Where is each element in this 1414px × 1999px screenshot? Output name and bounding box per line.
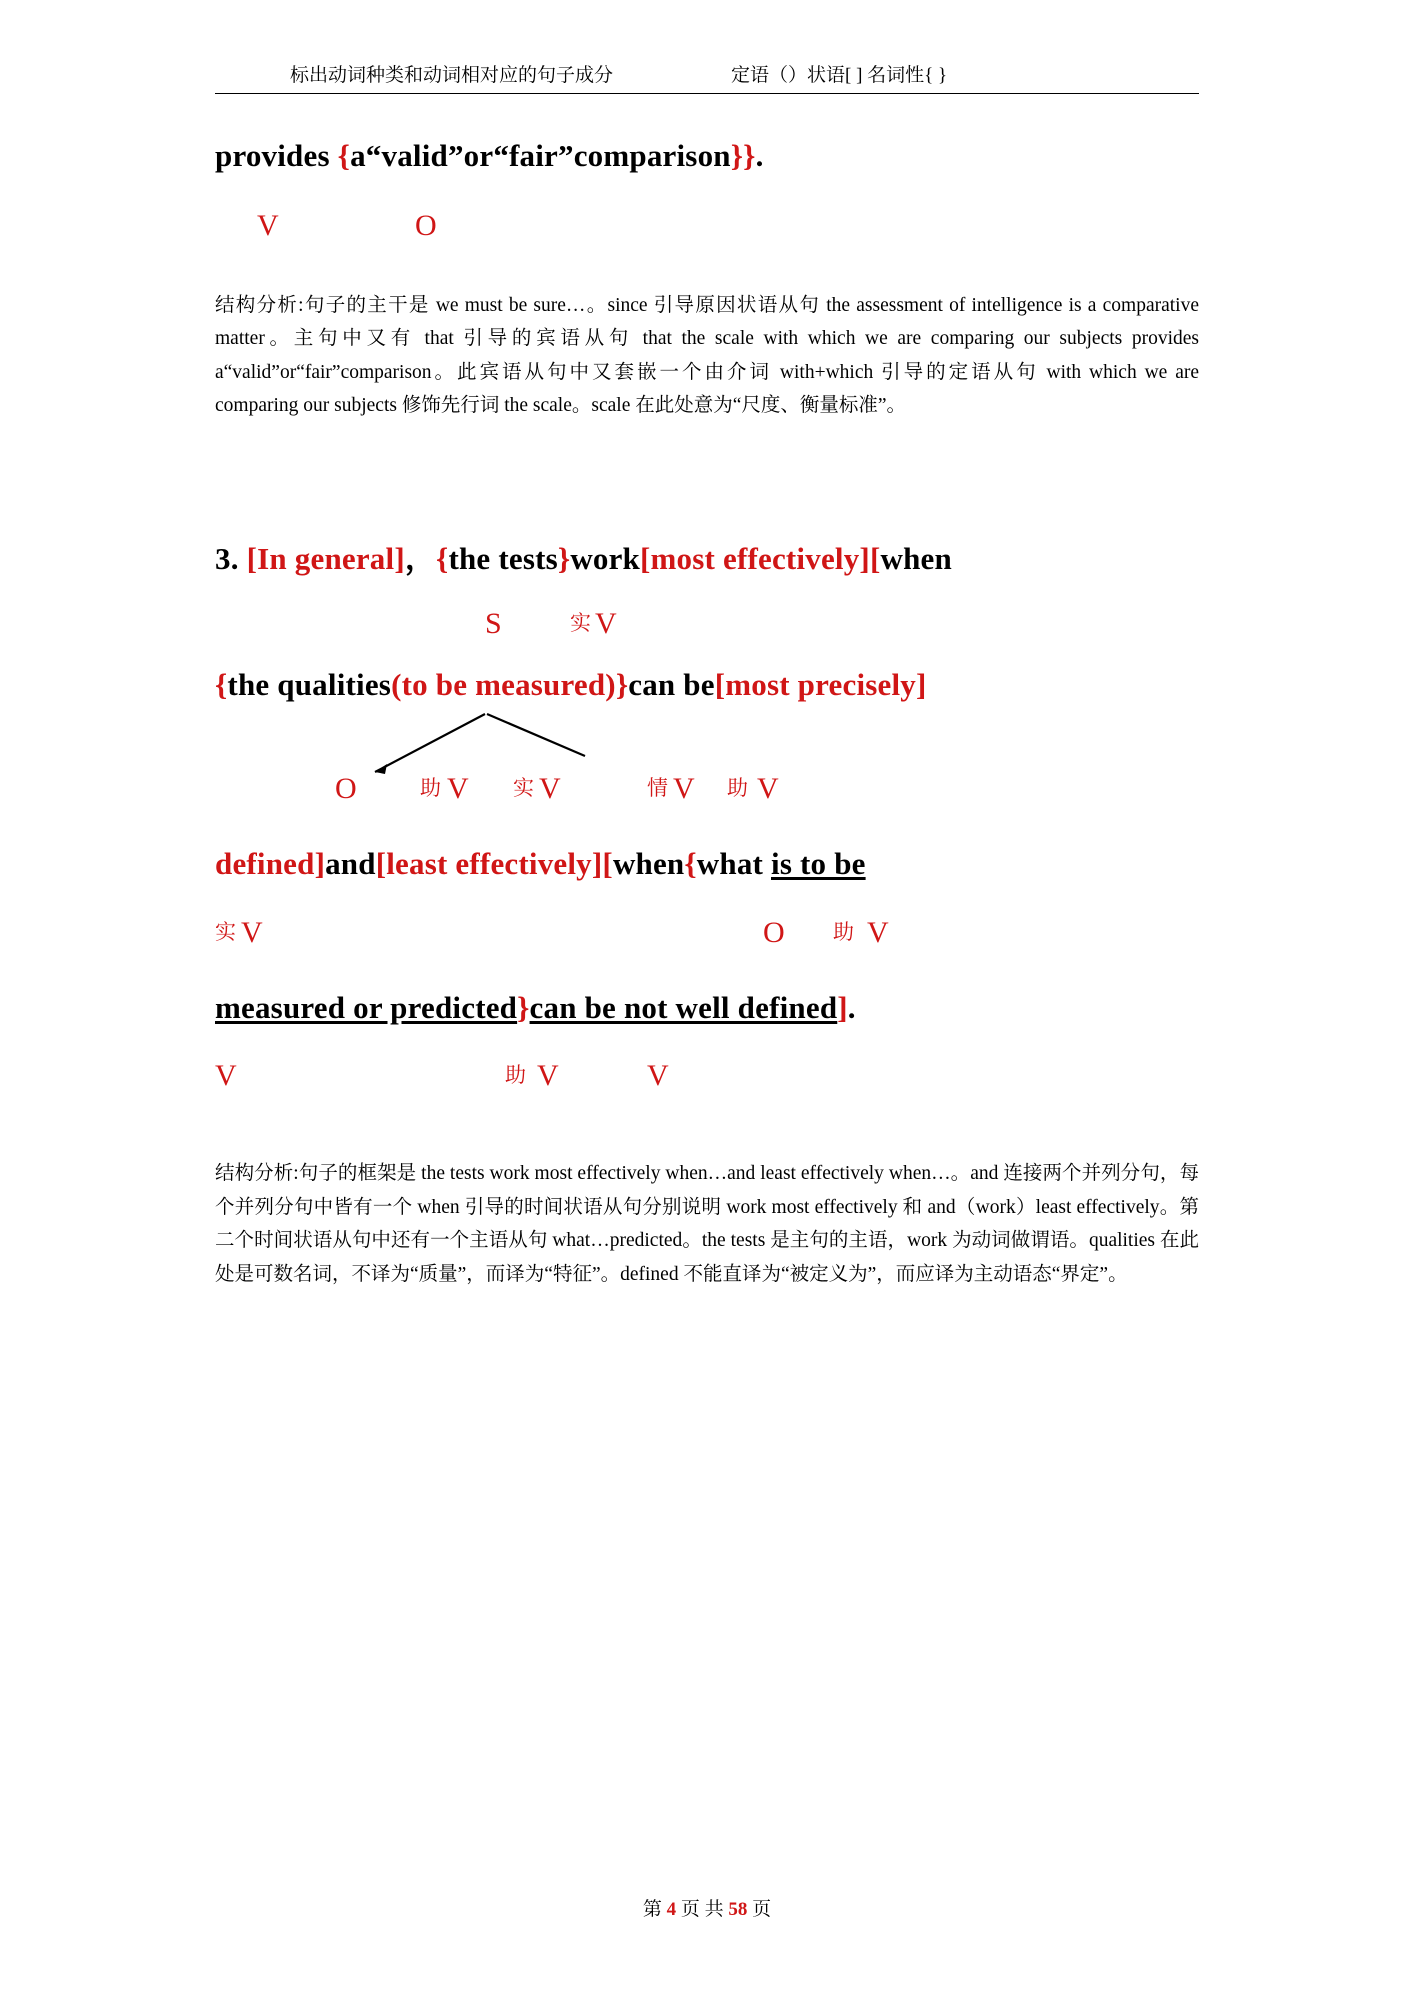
annotation-row bbox=[215, 209, 1199, 263]
footer-total-pages: 58 bbox=[728, 1899, 748, 1920]
sentence-fragment: } bbox=[557, 540, 571, 576]
grammar-label: V bbox=[757, 771, 779, 805]
annotation-row-2 bbox=[215, 772, 1199, 832]
sentence-fragment: [most precisely] bbox=[714, 667, 927, 703]
grammar-label: V bbox=[215, 1059, 237, 1093]
grammar-label: V bbox=[595, 607, 617, 641]
sentence-fragment: work bbox=[570, 540, 640, 576]
grammar-label: 助 bbox=[420, 775, 441, 800]
footer-middle: 页 共 bbox=[680, 1899, 724, 1920]
sentence-fragment: what bbox=[696, 845, 771, 881]
sentence-fragment: and bbox=[325, 845, 376, 881]
annotation-row-4 bbox=[215, 1059, 1199, 1119]
grammar-label: V bbox=[647, 1059, 669, 1093]
sentence-fragment: { bbox=[684, 845, 697, 881]
grammar-label: O bbox=[763, 916, 785, 950]
sentence-fragment: is to be bbox=[771, 845, 866, 881]
grammar-label: V bbox=[241, 916, 263, 950]
sentence-line-4 bbox=[215, 990, 1199, 1027]
grammar-label: S bbox=[485, 607, 502, 641]
sentence-fragment: } bbox=[615, 667, 629, 703]
sentence-block-1 bbox=[215, 138, 1199, 423]
footer-suffix: 页 bbox=[752, 1899, 772, 1920]
sentence-fragment: } bbox=[517, 990, 530, 1026]
sentence-fragment: defined] bbox=[215, 845, 326, 881]
page-content bbox=[215, 94, 1199, 1291]
sentence-line-1-parts bbox=[247, 541, 952, 576]
sentence-fragment: { bbox=[436, 540, 449, 576]
grammar-label: O bbox=[335, 771, 357, 805]
grammar-label: 实 bbox=[570, 611, 591, 636]
structure-analysis-1: 结构分析:句子的主干是 we must be sure…。since 引导原因状语从句 the assessment of intelligence is a comparative matter。主句中又有 that 引导的宾语从句 that the scale with which we are comparing our subjects provides a“valid”or“fair”comparison。此宾语从句中又套嵌一个由介词 with+which 引导的定语从句 with which we are comparing our subjects 修饰先行词 the scale。scale 在此处意为“尺度、衡量标准”。 bbox=[215, 294, 1199, 417]
sentence-fragment: [most effectively] bbox=[640, 540, 870, 576]
sentence-block-2 bbox=[215, 541, 1199, 1291]
sentence-fragment: provides bbox=[215, 138, 338, 173]
sentence-fragment: [least effectively] bbox=[375, 845, 603, 881]
page-header bbox=[215, 60, 1199, 94]
sentence-fragment: [In general] bbox=[246, 540, 405, 576]
structure-analysis-2: 结构分析:句子的框架是 the tests work most effectively when…and least effectively when…。and 连接两个并列分句，每个并列分句中皆有一个 when 引导的时间状语从句分别说明 work most effectively 和 and（work）least effectively。第二个时间状语从句中还有一个主语从句 what…predicted。the tests 是主句的主语，work 为动词做谓语。qualities 在此处是可数名词，不译为“质量”，而译为“特征”。defined 不能直译为“被定义为”，而应译为主动语态“界定”。 bbox=[215, 1163, 1199, 1285]
sentence-fragment: }} bbox=[730, 138, 756, 173]
sentence-fragment: . bbox=[847, 990, 856, 1026]
sentence-fragment: the tests bbox=[448, 540, 558, 576]
header-left-text: 标出动词种类和动词相对应的句子成分 bbox=[290, 65, 614, 86]
header-right-text: 定语（）状语[ ] 名词性{ } bbox=[731, 65, 948, 86]
sentence-fragment: the qualities bbox=[227, 667, 392, 703]
sentence-line-3 bbox=[215, 846, 1199, 883]
footer-prefix: 第 bbox=[642, 1899, 662, 1920]
sentence-fragment: measured or predicted bbox=[215, 990, 518, 1026]
grammar-label: V bbox=[537, 1059, 559, 1093]
sentence-line-2 bbox=[215, 667, 1199, 704]
page-footer bbox=[0, 1894, 1414, 1921]
item-number: 3. bbox=[215, 540, 239, 576]
sentence-line bbox=[215, 138, 1199, 175]
sentence-fragment: ， bbox=[404, 540, 437, 576]
sentence-fragment: (to be measured) bbox=[391, 667, 616, 703]
vertical-spacer bbox=[215, 423, 1199, 541]
sentence-fragment: { bbox=[215, 667, 228, 703]
grammar-label: 实 bbox=[215, 920, 236, 945]
footer-page-number: 4 bbox=[666, 1899, 677, 1920]
sentence-fragment: can be bbox=[628, 667, 715, 703]
grammar-label: O bbox=[415, 208, 437, 242]
sentence-fragment: ] bbox=[837, 990, 848, 1026]
sentence-fragment: . bbox=[755, 138, 764, 173]
grammar-label: V bbox=[447, 771, 469, 805]
grammar-label: 助 bbox=[833, 920, 854, 945]
sentence-fragment: [ bbox=[869, 540, 881, 576]
grammar-label: V bbox=[257, 208, 279, 242]
grammar-label: V bbox=[867, 916, 889, 950]
annotation-row-1 bbox=[215, 607, 1199, 667]
sentence-fragment: a“valid”or“fair”comparison bbox=[350, 138, 731, 173]
grammar-label: 助 bbox=[505, 1063, 526, 1088]
annotation-row-3 bbox=[215, 916, 1199, 976]
sentence-line-1 bbox=[215, 541, 1199, 578]
grammar-label: V bbox=[673, 771, 695, 805]
grammar-label: 情 bbox=[647, 775, 668, 800]
grammar-label: 实 bbox=[513, 775, 534, 800]
grammar-label: V bbox=[539, 771, 561, 805]
grammar-label: 助 bbox=[727, 775, 748, 800]
sentence-fragment: when bbox=[612, 845, 685, 881]
sentence-fragment: can be not well defined bbox=[529, 990, 838, 1026]
sentence-fragment: when bbox=[880, 540, 952, 576]
sentence-fragment: [ bbox=[602, 845, 613, 881]
sentence-fragment: { bbox=[337, 138, 351, 173]
